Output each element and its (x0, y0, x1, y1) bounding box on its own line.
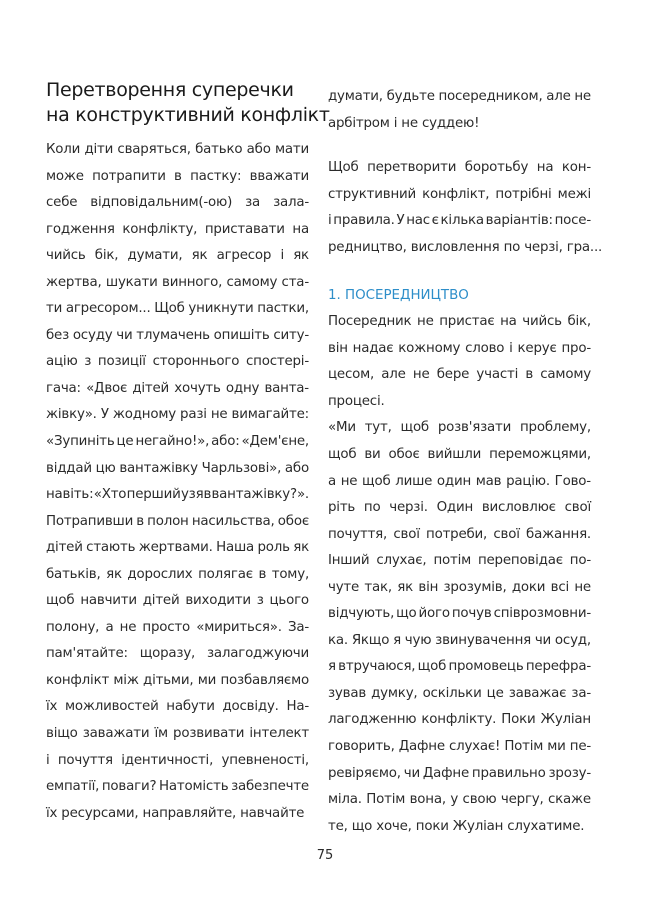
heading-line-2: на конструктивний конфлікт (46, 104, 330, 126)
mediation-quote-paragraph (328, 415, 591, 840)
text-line: без осуду чи тлумачень опишіть ситу- (46, 327, 309, 343)
text-line: Щоб перетворити боротьбу на кон- (328, 160, 591, 176)
text-line: навіть: «Хто перший узяв вантажівку?». (46, 487, 309, 503)
text-line: структивний конфлікт, потрібні межі (328, 186, 591, 202)
text-line: емпатії, поваги? Натомість забезпечте (46, 779, 309, 795)
text-line: віщо заважати їм розвивати інтелект (46, 726, 309, 742)
text-line: їх можливостей набути досвіду. На- (46, 699, 309, 715)
text-line: те, що хоче, поки Жуліан слухатиме. (328, 818, 585, 834)
right-column (328, 84, 603, 840)
text-line: чуте так, як він зрозумів, доки всі не (328, 579, 591, 595)
text-line: «Ми тут, щоб розв'язати проблему, (328, 420, 591, 436)
text-line: думати, будьте посередником, але не (328, 89, 591, 104)
text-line: ріть по черзі. Один висловлює свої (328, 500, 591, 516)
mediation-paragraph (328, 309, 591, 415)
text-line: Потрапивши в полон насильства, обоє (46, 513, 309, 529)
text-line: може потрапити в пастку: вважати (46, 168, 309, 184)
text-line: дітей стають жертвами. Наша роль як (46, 540, 309, 556)
text-line: конфлікт між дітьми, ми позбавляємо (46, 672, 309, 688)
text-line: себе відповідальним(-ою) за зала- (46, 195, 309, 211)
text-line: він надає кожному слово і керує про- (328, 340, 591, 356)
text-line: і правила. У нас є кілька варіантів: посе- (328, 213, 591, 229)
text-line: Коли діти сваряться, батько або мати (46, 142, 309, 157)
text-line: ревіряємо, чи Дафне правильно зрозу- (328, 765, 591, 781)
text-line: Посередник не пристає на чийсь бік, (328, 314, 591, 330)
text-line: жівку». У жодному разі не вимагайте: (46, 407, 309, 423)
text-line: батьків, як дорослих полягає в тому, (46, 566, 309, 582)
text-line: чийсь бік, думати, як агресор і як (46, 248, 309, 264)
text-line: годження конфлікту, приставати на (46, 221, 309, 237)
text-line: ка. Якщо я чую звинувачення чи осуд, (328, 632, 591, 648)
text-line: «Зупиніть це негайно!», або: «Дем'єне, (46, 434, 309, 450)
text-line: щоб навчити дітей виходити з цього (46, 593, 309, 609)
text-line: говорить, Дафне слухає! Потім ми пе- (328, 739, 591, 755)
text-line: міла. Потім вона, у свою чергу, скаже (328, 792, 591, 808)
text-line: і почуття ідентичності, упевненості, (46, 752, 309, 768)
article-heading (46, 78, 330, 128)
boundaries-paragraph (328, 155, 603, 261)
text-line: пам'ятайте: щоразу, залагоджуючи (46, 646, 309, 662)
text-line: я втручаюся, щоб промовець перефра- (328, 659, 591, 675)
intro-paragraph (328, 84, 591, 137)
text-line: жертва, шукати винного, самому ста- (46, 274, 309, 290)
text-line: їх ресурсами, направляйте, навчайте (46, 805, 305, 821)
text-line: віддай цю вантажівку Чарльзові», або (46, 460, 309, 476)
text-line: щоб ви обоє вийшли переможцями, (328, 447, 591, 463)
text-line: ацію з позиції стороннього спостері- (46, 354, 309, 370)
page-number: 75 (316, 848, 334, 863)
text-line: відчують, що його почув співрозмовни- (328, 606, 591, 622)
text-line: Інший слухає, потім переповідає по- (328, 553, 591, 569)
heading-line-1: Перетворення суперечки (46, 79, 294, 101)
text-line: арбітром і не суддею! (328, 115, 480, 131)
text-line: а не щоб лише один мав рацію. Гово- (328, 473, 591, 489)
text-line: редництво, висловлення по черзі, гра... (328, 239, 603, 255)
text-line: лагодженню конфлікту. Поки Жуліан (328, 712, 591, 728)
text-line: гача: «Двоє дітей хочуть одну вантa- (46, 380, 309, 396)
text-line: процесі. (328, 393, 385, 409)
section-heading-mediation: 1. ПОСЕРЕДНИЦТВО (328, 288, 469, 304)
text-line: почуття, свої потреби, свої бажання. (328, 526, 591, 542)
text-line: зував думку, оскільки це заважає за- (328, 685, 591, 701)
left-column (46, 137, 309, 827)
text-line: полону, а не просто «мириться». За- (46, 619, 309, 635)
text-line: цесом, але не бере участі в самому (328, 367, 591, 383)
text-line: ти агресором... Щоб уникнути пастки, (46, 301, 309, 317)
